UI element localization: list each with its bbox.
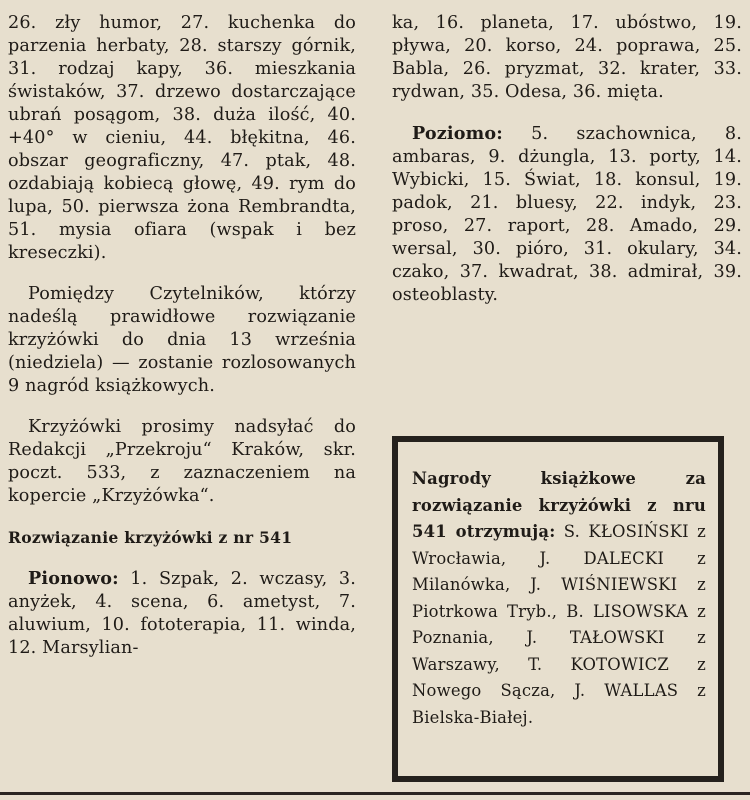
prize-winners-box	[392, 436, 724, 782]
poziomo-answers: 5. szachownica, 8. ambaras, 9. dżungla, 13. porty, 14. Wybicki, 15. Świat, 18. konsul, 19. padok, 21. bluesy, 22. indyk, 23. proso, 27. raport, 28. Amado, 29. wersal, 30. pióro, 31. okulary, 34. czako, 37. kwadrat, 38. admirał, 39. osteoblasty.	[392, 124, 742, 305]
right-column	[392, 12, 742, 307]
poziomo-paragraph	[392, 122, 742, 307]
prize-heading: Nagrody książkowe za rozwiązanie krzyżówki z nru 541 otrzymują:	[412, 469, 706, 541]
pionowo-answers-continuation: ka, 16. planeta, 17. ubóstwo, 19. pływa, 20. korso, 24. poprawa, 25. Babla, 26. pryzmat, 32. krater, 33. rydwan, 35. Odesa, 36. mięta.	[392, 13, 742, 102]
left-column	[8, 12, 356, 660]
prize-winners-list: S. KŁOSIŃSKI z Wrocławia, J. DALECKI z Milanówka, J. WIŚNIEWSKI z Piotrkowa Tryb., B. LISOWSKA z Poznania, J. TAŁOWSKI z Warszawy, T. KOTOWICZ z Nowego Sącza, J. WALLAS z Bielska-Białej.	[412, 522, 706, 727]
pionowo-paragraph	[8, 567, 356, 660]
bottom-divider	[0, 792, 750, 795]
prize-winners-text	[412, 466, 706, 731]
poziomo-label: Poziomo:	[412, 123, 503, 144]
clues-continuation: 26. zły humor, 27. kuchenka do parzenia herbaty, 28. starszy górnik, 31. rodzaj kapy, 36. mieszkania świstaków, 37. drzewo dostarczające ubrań posągom, 38. duża ilość, 40. +40° w cieniu, 44. błękitna, 46. obszar geograficzny, 47. ptak, 48. ozdabiają kobiecą głowę, 49. rym do lupa, 50. pierwsza żona Rembrandta, 51. mysia ofiara (wspak i bez kreseczki).	[8, 13, 356, 263]
pionowo-label: Pionowo:	[28, 568, 119, 589]
pionowo-answers: 1. Szpak, 2. wczasy, 3. anyżek, 4. scena, 6. ametyst, 7. aluwium, 10. fototerapia, 11. winda, 12. Marsylian-	[8, 569, 356, 658]
solution-heading: Rozwiązanie krzyżówki z nr 541	[8, 528, 293, 547]
submission-instructions: Krzyżówki prosimy nadsyłać do Redakcji „Przekroju“ Kraków, skr. poczt. 533, z zaznaczeniem na kopercie „Krzyżówka“.	[8, 417, 356, 506]
contest-announcement: Pomiędzy Czytelników, którzy nadeślą prawidłowe rozwiązanie krzyżówki do dnia 13 września (niedziela) — zostanie rozlosowanych 9 nagród książkowych.	[8, 284, 356, 396]
